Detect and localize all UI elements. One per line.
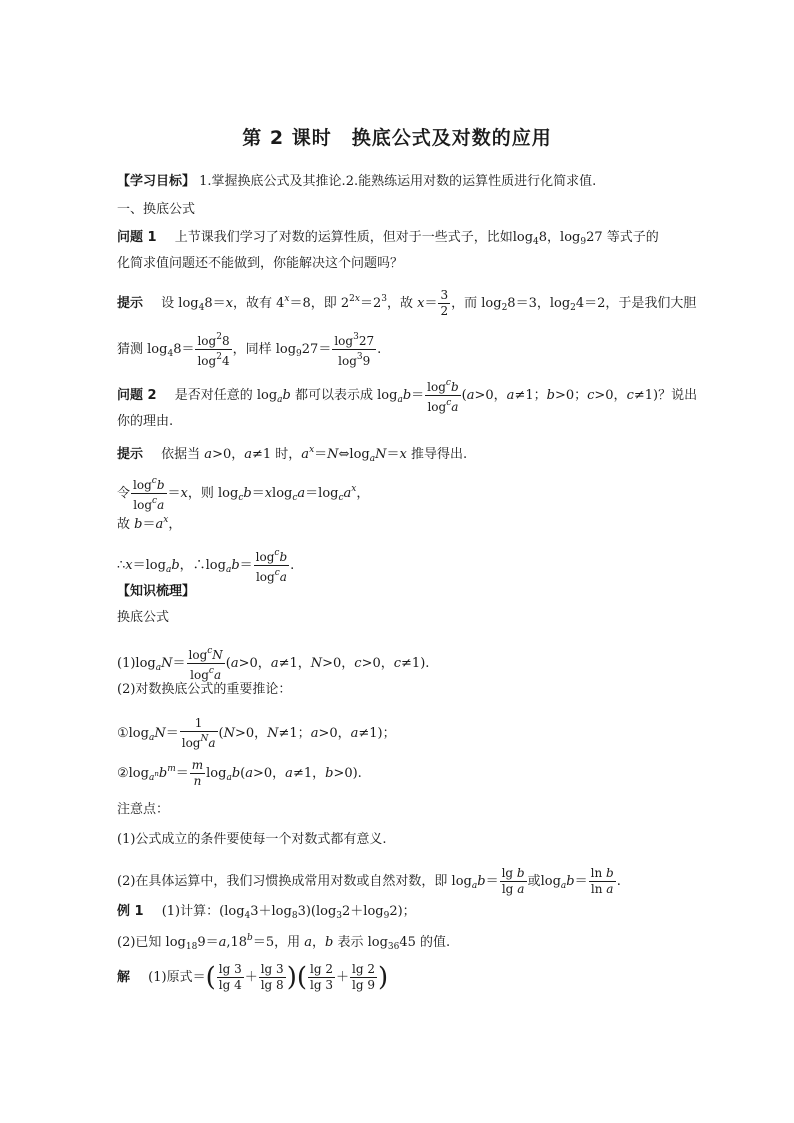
question-1 bbox=[117, 228, 659, 252]
question-2: 问题 2 是否对任意的 $\log_ab$ 都可以表示成 $\log_ab=$ $\frac{\log^cb}{\log^ca}$ (a>0，a≠1；b>0；c>0，c≠1)？说出 bbox=[117, 378, 698, 414]
objectives-tag: 【学习目标】 bbox=[117, 174, 196, 189]
question-1-text: 上节课我们学习了对数的运算性质，但对于一些式子，比如$\log_48$，$\log_927$ 等式子的 bbox=[174, 230, 659, 247]
hint-1-label: 提示 bbox=[117, 296, 144, 311]
hint-2: 提示 依据当 a>0，a≠1 时，$a^x=N\Leftrightarrow\log_aN=x$ 推导得出. bbox=[117, 445, 468, 464]
example-1-part2: (2)已知 $\log_{18}9=a,18^b=5$，用 a，b 表示 $\log_{36}45$ 的值. bbox=[117, 933, 451, 952]
note-1: (1)公式成立的条件要使每一个对数式都有意义. bbox=[117, 832, 387, 847]
formula-3: $①\log_aN=$ $\frac{1}{\log^Na}$ (N>0，N≠1；a>0，a≠1)； bbox=[117, 716, 396, 750]
formula-1: $(1)\log_aN=$ $\frac{\log^cN}{\log^ca}$ (a>0，a≠1，N>0，c>0，c≠1). bbox=[117, 646, 430, 682]
hint-2-step3: $\therefore x=\log_ab$，$\therefore\log_ab=$ $\frac{\log^cb}{\log^ca}$ . bbox=[117, 548, 295, 584]
section-heading: 一、换底公式 bbox=[117, 202, 196, 217]
knowledge-tag: 【知识梳理】 bbox=[117, 584, 196, 599]
example-1-label: 例 1 bbox=[117, 904, 144, 919]
solution-label: 解 bbox=[117, 970, 131, 985]
example-1: 例 1 (1)计算：$(\log_43+\log_83)(\log_32+\log_92)$； bbox=[117, 904, 416, 921]
notes-heading: 注意点： bbox=[117, 802, 170, 817]
hint-2-label: 提示 bbox=[117, 447, 144, 462]
page-title: 第 2 课时 换底公式及对数的应用 bbox=[242, 127, 552, 149]
hint-2-step1: 令 $\frac{\log^cb}{\log^ca}$ ＝x，则 $\log_cb=xlog_ca=\log_ca^x$， bbox=[117, 476, 370, 512]
question-1-line2: 化简求值问题还不能做到，你能解决这个问题吗？ bbox=[117, 256, 404, 271]
hint-1-line2: 猜测 $\log_48=$ $\frac{\log^28}{\log^24}$ ，同样 $\log_927=$ $\frac{\log^327}{\log^39}$ . bbox=[117, 332, 382, 368]
learning-objectives bbox=[117, 172, 596, 192]
objectives-text: 1.掌握换底公式及其推论.2.能熟练运用对数的运算性质进行化简求值. bbox=[199, 174, 597, 189]
hint-2-step2: 故 $b=a^x$， bbox=[117, 515, 182, 532]
hint-1: 提示 设 $\log_48=x$，故有 $4^x=8$，即 $2^{2x}=2^3$，故 x＝ $\frac{3}{2}$ ，而 $\log_28=3$，$\log_24=2$，于是我们大胆 bbox=[117, 288, 697, 318]
question-1-label: 问题 1 bbox=[117, 230, 157, 245]
question-2-label: 问题 2 bbox=[117, 388, 157, 403]
solution: 解 (1)原式＝( $\frac{\lg 3}{\lg 4}$ ＋ $\frac{\lg 3}{\lg 8}$ )( $\frac{\lg 2}{\lg 3}$ ＋ $\frac{\lg 2}{\lg 9}$ ) bbox=[117, 962, 389, 993]
question-2-line2: 你的理由. bbox=[117, 414, 174, 429]
knowledge-heading: 换底公式 bbox=[117, 610, 170, 625]
formula-4: $②\log_{a^n}b^m=$ $\frac{m}{n}$ $\log_ab(a>0$，a≠1，b>0). bbox=[117, 758, 362, 788]
note-2: (2)在具体运算中，我们习惯换成常用对数或自然对数，即 $\log_ab=$ $\frac{\text{lg b}}{\text{lg a}}$ 或$\log_ab=$ $\frac{\text{ln b}}{\text{ln a}}$ . bbox=[117, 866, 621, 896]
formula-2: (2)对数换底公式的重要推论： bbox=[117, 682, 292, 697]
